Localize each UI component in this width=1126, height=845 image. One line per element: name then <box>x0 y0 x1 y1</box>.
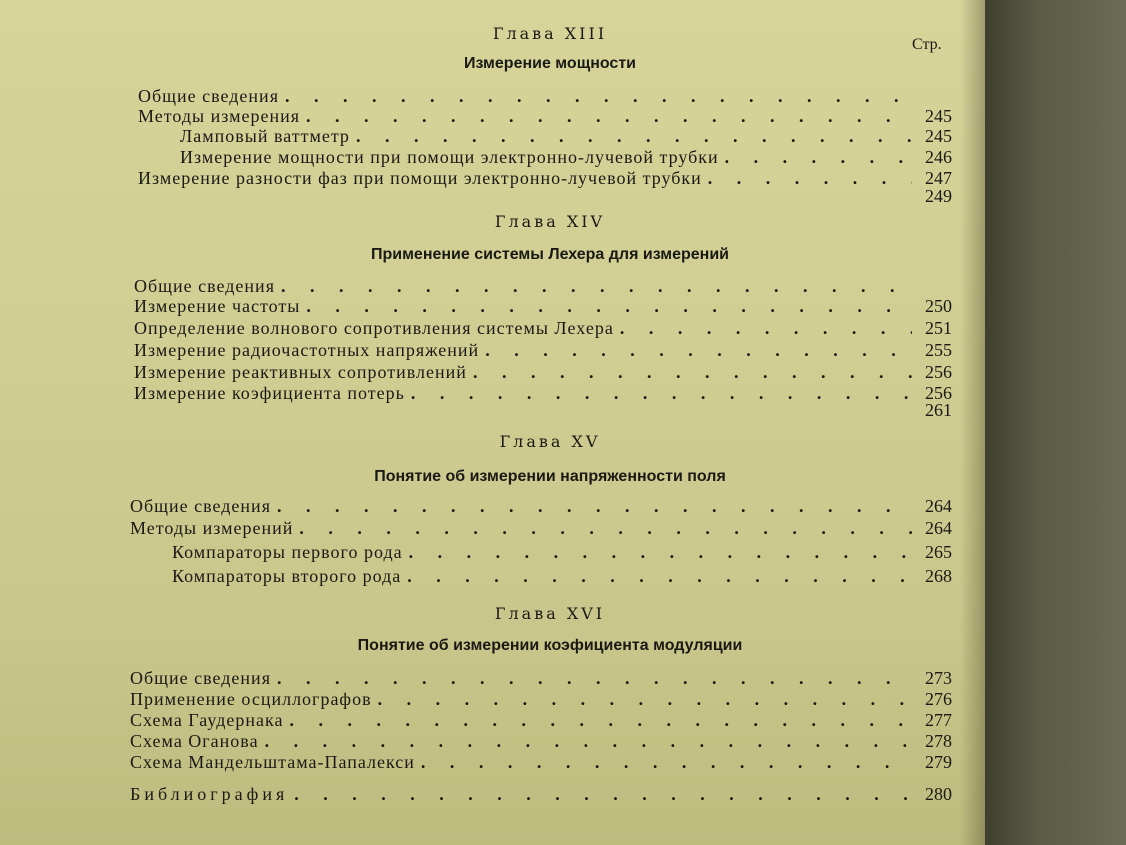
toc-entry-page: 249 <box>925 186 952 206</box>
toc-entry-label: Применение осциллографов <box>130 689 372 709</box>
toc-entry-page: 250 <box>925 296 952 316</box>
toc-entry <box>134 362 952 384</box>
toc-leader-dots <box>294 784 912 805</box>
toc-leader-dots <box>725 147 912 168</box>
toc-entry <box>134 296 952 318</box>
chapter-title: Глава XIV <box>494 212 606 231</box>
toc-entry <box>134 400 952 422</box>
toc-leader-dots <box>289 710 912 731</box>
toc-entry <box>130 689 952 711</box>
toc-leader-dots <box>306 296 912 317</box>
toc-leader-dots <box>485 340 912 361</box>
toc-entry <box>172 542 952 564</box>
toc-leader-dots <box>306 106 912 127</box>
toc-leader-dots <box>277 496 912 517</box>
toc-entry-page: 261 <box>925 400 952 420</box>
toc-entry <box>130 668 952 690</box>
toc-entry-label: Измерение радиочастотных напряжений <box>134 340 480 360</box>
toc-entry-page: 245 <box>925 106 952 126</box>
toc-leader-dots <box>281 276 912 297</box>
toc-entry-label: Измерение мощности при помощи электронно-лучевой трубки <box>180 147 719 167</box>
toc-entry <box>138 186 952 208</box>
toc-leader-dots <box>285 86 912 107</box>
toc-entry-label: Определение волнового сопротивления системы Лехера <box>134 318 614 338</box>
chapter-title: Глава XVI <box>494 604 606 623</box>
toc-entry-page: 245 <box>925 126 952 146</box>
chapter-title: Глава XV <box>499 432 601 451</box>
toc-entry <box>138 106 952 128</box>
toc-entry-page: 278 <box>925 731 952 751</box>
toc-entry-label: Общие сведения <box>134 276 275 296</box>
toc-entry-page: 280 <box>925 784 952 804</box>
toc-leader-dots <box>409 542 912 563</box>
background-surface <box>978 0 1126 845</box>
toc-entry-label: Измерение реактивных сопротивлений <box>134 362 467 382</box>
toc-entry-bibliography <box>130 784 952 806</box>
toc-entry <box>134 276 952 298</box>
toc-leader-dots <box>620 318 912 339</box>
toc-entry-label: Методы измерения <box>138 106 301 126</box>
toc-entry-page: 255 <box>925 340 952 360</box>
toc-entry-label: Схема Гаудернака <box>130 710 284 730</box>
toc-entry-page: 277 <box>925 710 952 730</box>
toc-leader-dots <box>473 362 912 383</box>
toc-leader-dots <box>299 518 912 539</box>
toc-entry <box>130 518 952 540</box>
page-edge-shadow <box>960 0 985 845</box>
toc-leader-dots <box>378 689 912 710</box>
toc-leader-dots <box>265 731 912 752</box>
toc-entry-label: Схема Мандельштама-Папалекси <box>130 752 415 772</box>
toc-entry <box>130 496 952 518</box>
toc-entry-page: 247 <box>925 168 952 188</box>
toc-entry-page: 246 <box>925 147 952 167</box>
toc-entry-label: Ламповый ваттметр <box>180 126 350 146</box>
chapter-subtitle: Понятие об измерении коэфициента модуляции <box>357 637 743 654</box>
toc-entry <box>130 731 952 753</box>
toc-entry <box>180 126 952 148</box>
toc-entry-page: 273 <box>925 668 952 688</box>
chapter-title: Глава XIII <box>492 24 608 43</box>
toc-entry-page: 264 <box>925 518 952 538</box>
toc-entry-label: Компараторы первого рода <box>172 542 403 562</box>
toc-leader-dots <box>356 126 912 147</box>
toc-entry-page: 251 <box>925 318 952 338</box>
toc-entry-label: Общие сведения <box>130 668 271 688</box>
chapter-subtitle: Измерение мощности <box>464 55 636 72</box>
toc-entry-label: Библиография <box>130 784 289 804</box>
toc-leader-dots <box>421 752 912 773</box>
toc-entry-page: 264 <box>925 496 952 516</box>
toc-entry <box>138 86 952 108</box>
toc-entry-label: Общие сведения <box>130 496 271 516</box>
toc-entry-page: 256 <box>925 383 952 403</box>
toc-entry <box>130 752 952 774</box>
toc-entry-page: 268 <box>925 566 952 586</box>
toc-entry-label: Общие сведения <box>138 86 279 106</box>
toc-entry-page: 256 <box>925 362 952 382</box>
toc-entry-label: Измерение частоты <box>134 296 301 316</box>
toc-entry <box>130 710 952 732</box>
toc-entry-label: Измерение коэфициента потерь <box>134 383 405 403</box>
toc-entry-page: 276 <box>925 689 952 709</box>
toc-entry <box>134 340 952 362</box>
toc-entry <box>172 566 952 588</box>
page-column-label: Стр. <box>912 36 942 53</box>
chapter-subtitle: Понятие об измерении напряженности поля <box>374 468 726 485</box>
toc-leader-dots <box>407 566 912 587</box>
toc-entry-label: Методы измерений <box>130 518 294 538</box>
toc-entry-label: Компараторы второго рода <box>172 566 402 586</box>
toc-entry-page: 265 <box>925 542 952 562</box>
toc-leader-dots <box>277 668 912 689</box>
toc-entry-label: Измерение разности фаз при помощи электронно-лучевой трубки <box>138 168 702 188</box>
toc-entry <box>134 318 952 340</box>
toc-entry-page: 279 <box>925 752 952 772</box>
toc-entry <box>180 147 952 169</box>
chapter-subtitle: Применение системы Лехера для измерений <box>370 246 729 263</box>
toc-entry-label: Схема Оганова <box>130 731 259 751</box>
